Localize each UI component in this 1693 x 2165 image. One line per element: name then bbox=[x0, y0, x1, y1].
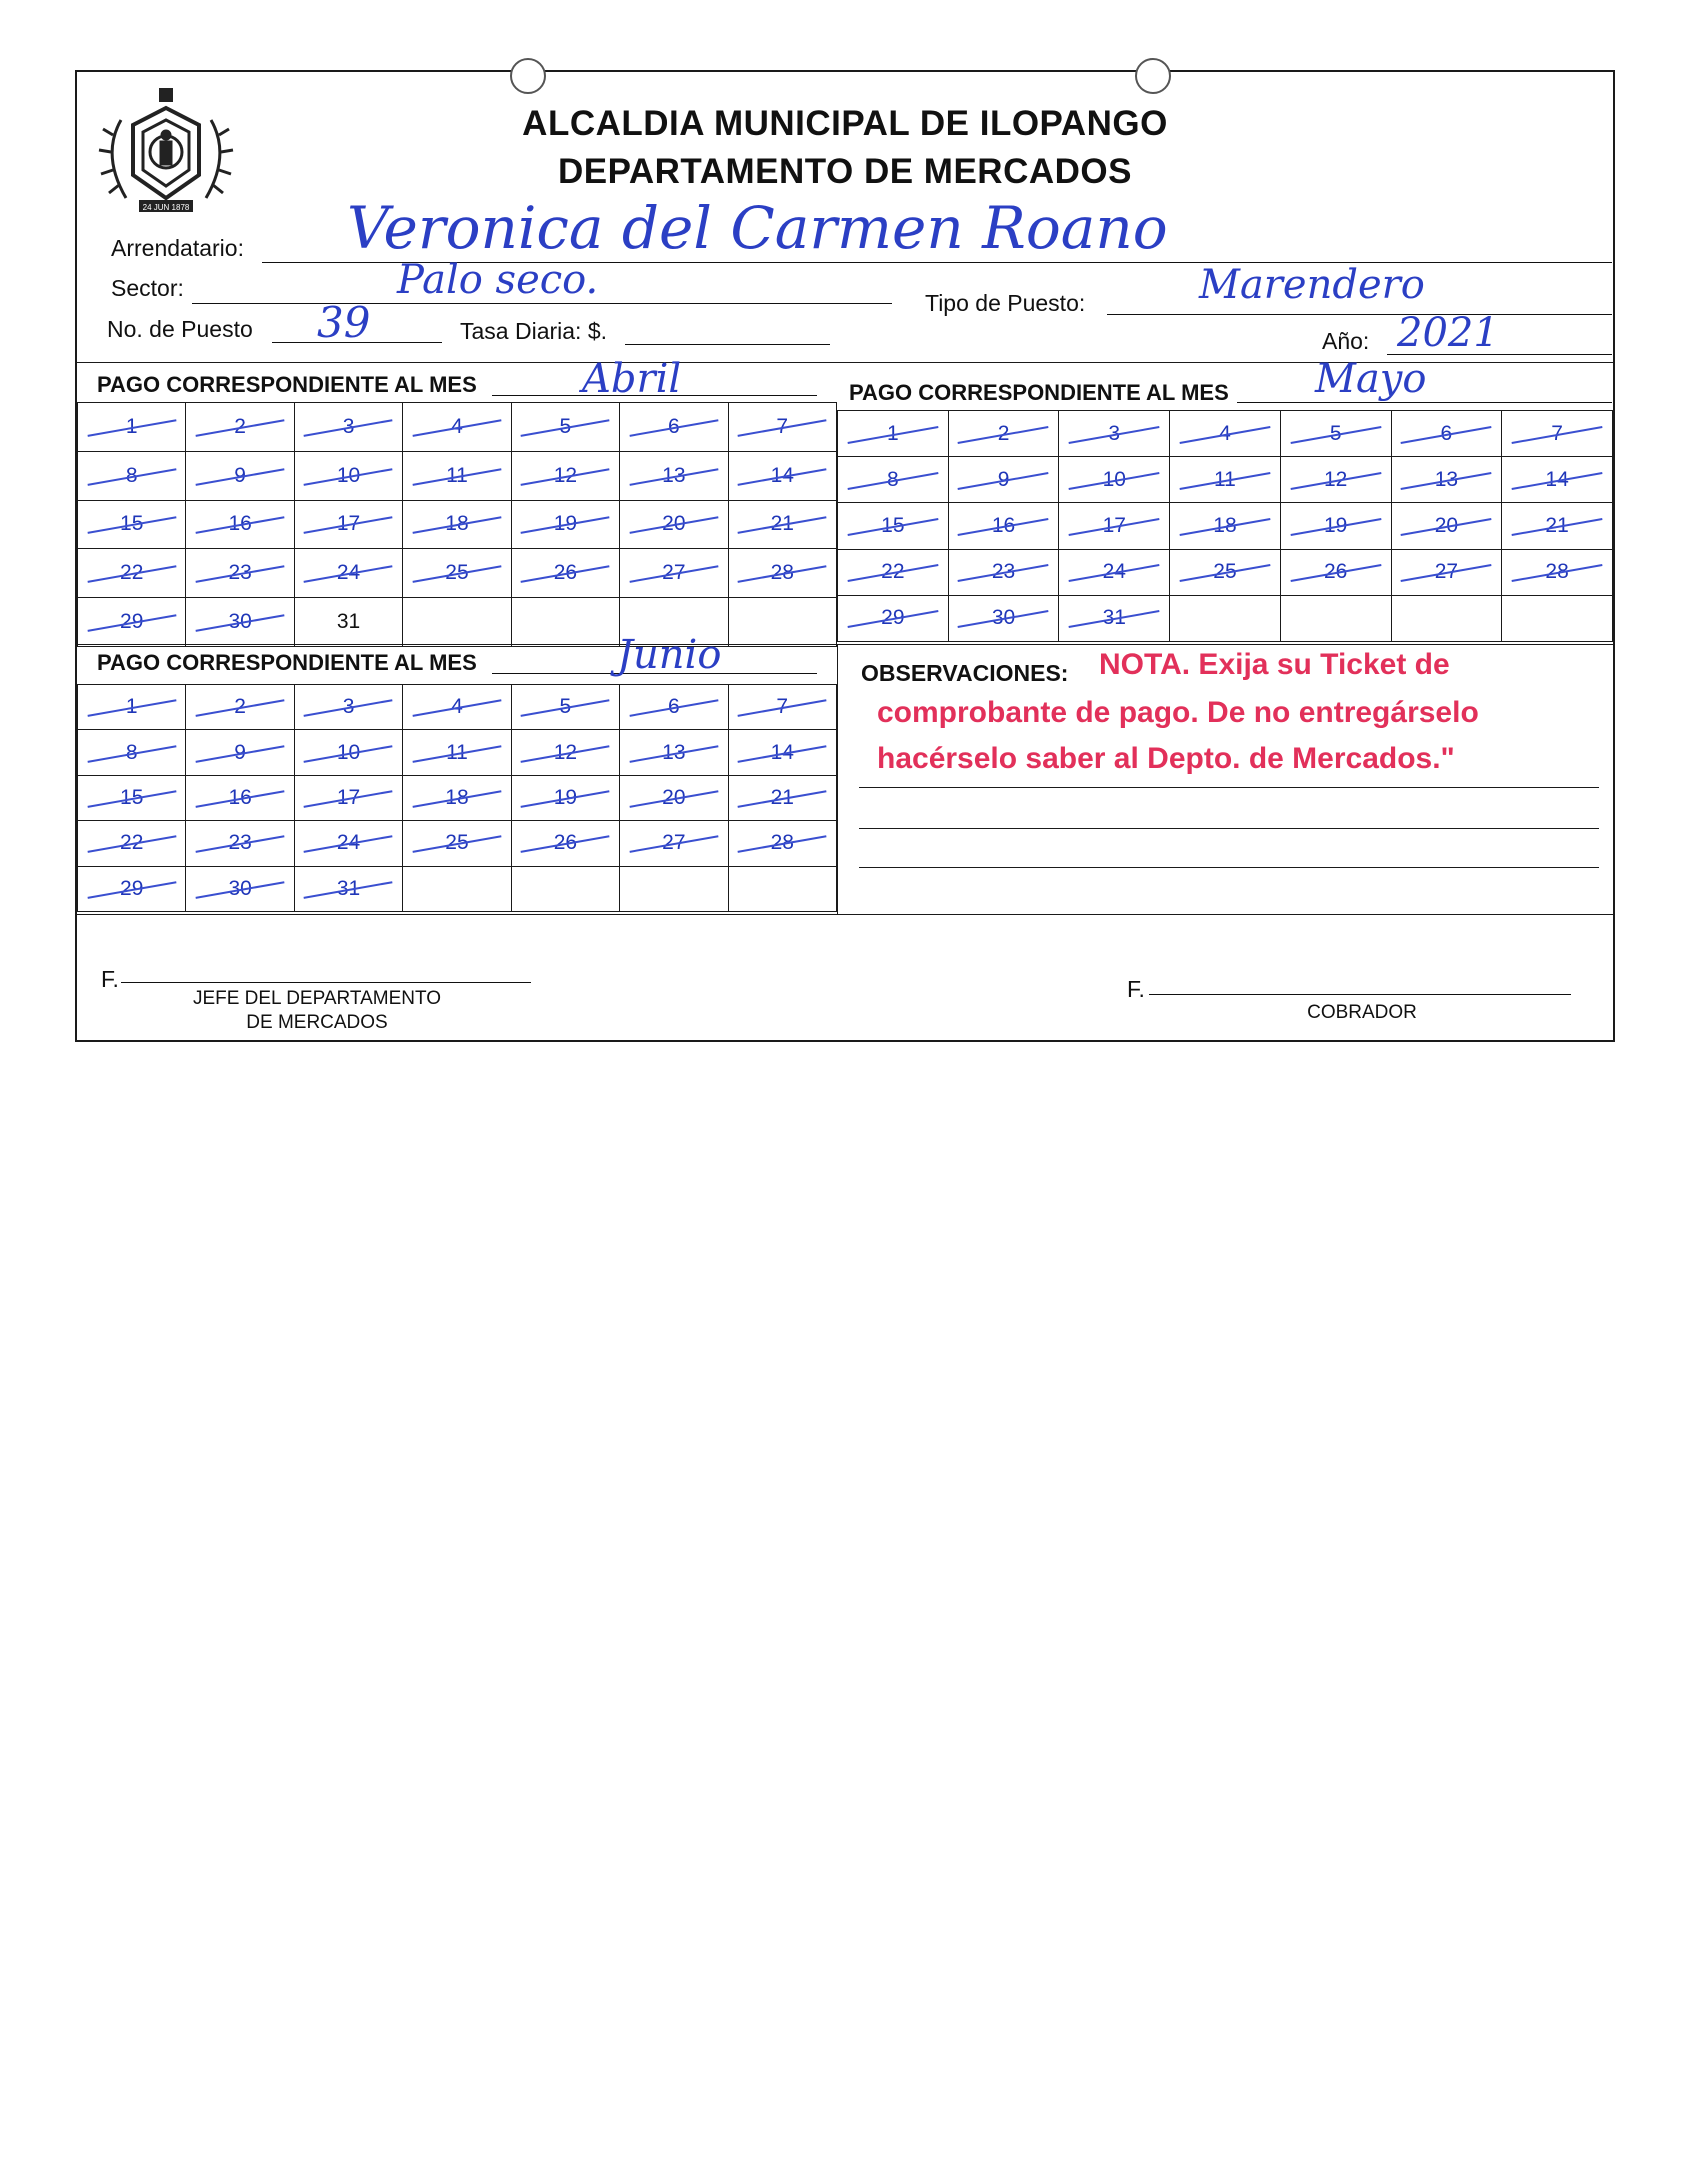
day-number: 18 bbox=[445, 512, 469, 536]
day-number: 22 bbox=[120, 561, 144, 585]
empty-cell bbox=[1502, 595, 1613, 641]
day-number: 20 bbox=[662, 785, 686, 809]
day-number: 12 bbox=[553, 463, 578, 487]
day-number: 7 bbox=[1551, 421, 1563, 445]
month-1-name: Abril bbox=[582, 356, 682, 402]
day-number: 19 bbox=[1323, 513, 1348, 537]
day-cell-23 bbox=[186, 549, 294, 598]
day-number: 15 bbox=[120, 512, 144, 536]
day-number: 9 bbox=[234, 463, 246, 487]
grid-row bbox=[78, 821, 837, 866]
day-number: 2 bbox=[997, 421, 1010, 445]
day-number: 6 bbox=[667, 695, 680, 719]
day-number: 24 bbox=[336, 561, 361, 585]
rule-bottom bbox=[77, 914, 1615, 915]
day-number: 9 bbox=[234, 740, 246, 764]
month-1-header: PAGO CORRESPONDIENTE AL MES bbox=[97, 372, 477, 397]
empty-cell bbox=[511, 598, 619, 647]
day-number: 7 bbox=[776, 695, 789, 719]
day-cell-14 bbox=[728, 451, 836, 500]
day-cell-25 bbox=[1170, 549, 1281, 595]
day-number: 9 bbox=[997, 467, 1010, 491]
day-cell-31 bbox=[1059, 595, 1170, 641]
grid-row bbox=[78, 775, 837, 820]
day-number: 30 bbox=[228, 610, 252, 634]
day-cell-9 bbox=[948, 457, 1059, 503]
empty-cell bbox=[1280, 595, 1391, 641]
signature-right-label: COBRADOR bbox=[1307, 1002, 1417, 1023]
month-2-line bbox=[1237, 402, 1612, 403]
day-number: 3 bbox=[342, 414, 355, 438]
day-cell-3 bbox=[294, 403, 402, 452]
day-cell-29 bbox=[838, 595, 949, 641]
day-cell-24 bbox=[294, 549, 402, 598]
empty-cell bbox=[1391, 595, 1502, 641]
grid-row bbox=[838, 549, 1613, 595]
day-cell-4 bbox=[1170, 411, 1281, 457]
signature-left-line bbox=[121, 982, 531, 983]
nota-line-3: hacérselo saber al Depto. de Mercados." bbox=[877, 742, 1455, 775]
day-number: 5 bbox=[1329, 421, 1342, 445]
day-number: 1 bbox=[125, 695, 138, 719]
day-cell-25 bbox=[403, 549, 511, 598]
day-number: 18 bbox=[1213, 513, 1237, 537]
day-cell-27 bbox=[620, 821, 728, 866]
day-number: 26 bbox=[1323, 560, 1348, 584]
day-number: 30 bbox=[228, 876, 252, 900]
payment-card bbox=[75, 70, 1615, 1042]
day-cell-12 bbox=[1280, 457, 1391, 503]
day-number: 4 bbox=[451, 695, 463, 719]
day-number: 8 bbox=[125, 463, 138, 487]
day-number: 20 bbox=[662, 512, 686, 536]
day-cell-28 bbox=[728, 549, 836, 598]
day-number: 28 bbox=[770, 831, 794, 855]
empty-cell bbox=[728, 866, 836, 911]
day-number: 14 bbox=[770, 463, 794, 487]
tipo-puesto-value: Marendero bbox=[1199, 262, 1425, 308]
day-cell-14 bbox=[1502, 457, 1613, 503]
day-number: 5 bbox=[559, 695, 572, 719]
day-cell-5 bbox=[511, 403, 619, 452]
tipo-puesto-label: Tipo de Puesto: bbox=[925, 290, 1086, 316]
divider-vertical bbox=[837, 644, 838, 914]
anio-label: Año: bbox=[1322, 328, 1370, 354]
puesto-value: 39 bbox=[317, 298, 371, 347]
empty-cell bbox=[728, 598, 836, 647]
day-number: 24 bbox=[1102, 560, 1126, 584]
day-cell-31 bbox=[294, 866, 402, 911]
day-cell-17 bbox=[1059, 503, 1170, 549]
day-cell-19 bbox=[511, 775, 619, 820]
grid-row bbox=[838, 411, 1613, 457]
grid-row bbox=[78, 451, 837, 500]
empty-cell bbox=[403, 866, 511, 911]
day-number: 6 bbox=[667, 414, 680, 438]
grid-row bbox=[78, 403, 837, 452]
month-3-header: PAGO CORRESPONDIENTE AL MES bbox=[97, 650, 477, 675]
day-cell-23 bbox=[186, 821, 294, 866]
day-number: 29 bbox=[881, 606, 905, 630]
obs-line-2 bbox=[859, 828, 1599, 829]
grid-row bbox=[838, 503, 1613, 549]
day-number: 25 bbox=[445, 561, 469, 585]
day-number: 23 bbox=[228, 831, 252, 855]
day-cell-2 bbox=[948, 411, 1059, 457]
day-cell-16 bbox=[186, 775, 294, 820]
day-cell-4 bbox=[403, 403, 511, 452]
day-cell-6 bbox=[620, 403, 728, 452]
day-cell-1 bbox=[78, 685, 186, 730]
day-cell-28 bbox=[728, 821, 836, 866]
signature-left-label-1: JEFE DEL DEPARTAMENTO bbox=[192, 988, 442, 1009]
day-number: 23 bbox=[228, 561, 252, 585]
day-number: 27 bbox=[662, 561, 686, 585]
day-number: 25 bbox=[445, 831, 469, 855]
day-number: 22 bbox=[881, 560, 905, 584]
day-number: 5 bbox=[559, 414, 572, 438]
day-cell-18 bbox=[403, 775, 511, 820]
signature-left-prefix: F. bbox=[101, 966, 119, 992]
day-number: 10 bbox=[336, 740, 361, 764]
day-number: 20 bbox=[1434, 513, 1459, 537]
day-cell-29 bbox=[78, 598, 186, 647]
grid-row bbox=[78, 598, 837, 647]
day-number: 26 bbox=[553, 561, 578, 585]
day-cell-2 bbox=[186, 403, 294, 452]
day-cell-22 bbox=[838, 549, 949, 595]
day-number: 10 bbox=[336, 463, 361, 487]
day-number: 3 bbox=[342, 695, 355, 719]
day-number: 25 bbox=[1213, 560, 1237, 584]
nota-line-1: NOTA. Exija su Ticket de bbox=[1099, 648, 1450, 681]
day-cell-30 bbox=[948, 595, 1059, 641]
day-number: 14 bbox=[770, 740, 794, 764]
day-cell-13 bbox=[620, 730, 728, 775]
day-number: 17 bbox=[1102, 513, 1126, 537]
empty-cell bbox=[403, 598, 511, 647]
day-cell-1 bbox=[838, 411, 949, 457]
month-2-grid bbox=[837, 410, 1613, 642]
day-number: 16 bbox=[228, 785, 252, 809]
signature-right-prefix: F. bbox=[1127, 976, 1145, 1002]
day-cell-4 bbox=[403, 685, 511, 730]
day-cell-31 bbox=[294, 598, 402, 647]
day-cell-30 bbox=[186, 866, 294, 911]
day-number: 31 bbox=[1102, 606, 1126, 630]
day-number: 12 bbox=[553, 740, 578, 764]
day-cell-13 bbox=[620, 451, 728, 500]
title-departamento: DEPARTAMENTO DE MERCADOS bbox=[558, 152, 1132, 191]
day-cell-26 bbox=[1280, 549, 1391, 595]
day-cell-1 bbox=[78, 403, 186, 452]
day-number: 15 bbox=[120, 785, 144, 809]
day-cell-14 bbox=[728, 730, 836, 775]
day-cell-21 bbox=[728, 500, 836, 549]
day-number: 23 bbox=[991, 560, 1016, 584]
punch-hole-right bbox=[1135, 58, 1171, 94]
signature-right-line bbox=[1149, 994, 1571, 995]
day-number: 15 bbox=[881, 513, 905, 537]
month-3-grid bbox=[77, 684, 837, 912]
day-cell-7 bbox=[1502, 411, 1613, 457]
day-number: 19 bbox=[553, 512, 578, 536]
obs-line-1 bbox=[859, 787, 1599, 788]
day-number: 2 bbox=[234, 414, 246, 438]
punch-hole-left bbox=[510, 58, 546, 94]
sector-value: Palo seco. bbox=[397, 257, 599, 303]
anio-value: 2021 bbox=[1397, 310, 1499, 356]
day-cell-27 bbox=[1391, 549, 1502, 595]
grid-row bbox=[78, 866, 837, 911]
day-cell-5 bbox=[1280, 411, 1391, 457]
empty-cell bbox=[620, 866, 728, 911]
day-cell-16 bbox=[186, 500, 294, 549]
month-3-name: Junio bbox=[617, 632, 722, 678]
day-number: 1 bbox=[125, 414, 138, 438]
month-1-grid bbox=[77, 402, 837, 647]
day-number: 13 bbox=[662, 740, 686, 764]
tipo-puesto-line bbox=[1107, 314, 1612, 315]
sector-line bbox=[192, 303, 892, 304]
day-cell-24 bbox=[294, 821, 402, 866]
day-cell-10 bbox=[1059, 457, 1170, 503]
day-cell-20 bbox=[620, 775, 728, 820]
day-cell-15 bbox=[838, 503, 949, 549]
day-number: 1 bbox=[887, 421, 899, 445]
day-cell-26 bbox=[511, 821, 619, 866]
day-number: 7 bbox=[776, 414, 789, 438]
empty-cell bbox=[1170, 595, 1281, 641]
day-number: 29 bbox=[120, 610, 144, 634]
month-2-header: PAGO CORRESPONDIENTE AL MES bbox=[849, 380, 1229, 405]
day-number: 17 bbox=[336, 785, 361, 809]
day-number: 14 bbox=[1545, 467, 1569, 491]
day-number: 8 bbox=[125, 740, 138, 764]
grid-row bbox=[78, 549, 837, 598]
day-cell-12 bbox=[511, 730, 619, 775]
day-cell-22 bbox=[78, 549, 186, 598]
day-cell-13 bbox=[1391, 457, 1502, 503]
day-cell-7 bbox=[728, 403, 836, 452]
day-number: 26 bbox=[553, 831, 578, 855]
day-number: 10 bbox=[1102, 467, 1126, 491]
obs-line-3 bbox=[859, 867, 1599, 868]
day-cell-28 bbox=[1502, 549, 1613, 595]
day-cell-18 bbox=[1170, 503, 1281, 549]
day-cell-3 bbox=[294, 685, 402, 730]
day-cell-17 bbox=[294, 500, 402, 549]
empty-cell bbox=[511, 866, 619, 911]
day-cell-9 bbox=[186, 730, 294, 775]
day-number: 16 bbox=[228, 512, 252, 536]
title-alcaldia: ALCALDIA MUNICIPAL DE ILOPANGO bbox=[522, 104, 1168, 143]
day-number: 3 bbox=[1108, 421, 1121, 445]
day-cell-20 bbox=[620, 500, 728, 549]
day-cell-26 bbox=[511, 549, 619, 598]
nota-line-2: comprobante de pago. De no entregárselo bbox=[877, 696, 1479, 729]
day-cell-10 bbox=[294, 451, 402, 500]
day-number: 21 bbox=[770, 785, 794, 809]
day-number: 27 bbox=[662, 831, 686, 855]
day-number: 12 bbox=[1323, 467, 1348, 491]
day-cell-12 bbox=[511, 451, 619, 500]
day-cell-19 bbox=[1280, 503, 1391, 549]
day-number: 6 bbox=[1440, 421, 1453, 445]
grid-row bbox=[78, 685, 837, 730]
day-cell-6 bbox=[1391, 411, 1502, 457]
day-number: 8 bbox=[887, 467, 899, 491]
day-number: 18 bbox=[445, 785, 469, 809]
day-cell-15 bbox=[78, 775, 186, 820]
day-number: 11 bbox=[1214, 467, 1236, 491]
day-number: 4 bbox=[451, 414, 463, 438]
day-number: 4 bbox=[1219, 421, 1231, 445]
day-cell-8 bbox=[78, 451, 186, 500]
day-cell-20 bbox=[1391, 503, 1502, 549]
day-number: 19 bbox=[553, 785, 578, 809]
arrendatario-label: Arrendatario: bbox=[111, 235, 244, 261]
day-cell-19 bbox=[511, 500, 619, 549]
day-cell-15 bbox=[78, 500, 186, 549]
day-cell-21 bbox=[1502, 503, 1613, 549]
day-number: 28 bbox=[1545, 560, 1569, 584]
tasa-line bbox=[625, 344, 830, 345]
day-number: 27 bbox=[1434, 560, 1459, 584]
day-cell-2 bbox=[186, 685, 294, 730]
day-cell-5 bbox=[511, 685, 619, 730]
day-cell-6 bbox=[620, 685, 728, 730]
day-cell-16 bbox=[948, 503, 1059, 549]
grid-row bbox=[838, 595, 1613, 641]
day-number: 29 bbox=[120, 876, 144, 900]
day-number: 21 bbox=[770, 512, 794, 536]
grid-row bbox=[838, 457, 1613, 503]
day-cell-18 bbox=[403, 500, 511, 549]
seal-ribbon-text: 24 JUN 1878 bbox=[142, 203, 190, 212]
day-number: 13 bbox=[1434, 467, 1459, 491]
day-number: 28 bbox=[770, 561, 794, 585]
day-cell-29 bbox=[78, 866, 186, 911]
day-number: 11 bbox=[446, 740, 468, 764]
day-number: 21 bbox=[1545, 513, 1569, 537]
day-number: 17 bbox=[336, 512, 361, 536]
day-cell-7 bbox=[728, 685, 836, 730]
day-cell-8 bbox=[838, 457, 949, 503]
month-2-name: Mayo bbox=[1315, 356, 1427, 402]
tasa-label: Tasa Diaria: $. bbox=[460, 318, 608, 344]
day-cell-11 bbox=[403, 451, 511, 500]
day-cell-30 bbox=[186, 598, 294, 647]
day-cell-25 bbox=[403, 821, 511, 866]
day-cell-10 bbox=[294, 730, 402, 775]
grid-row bbox=[78, 500, 837, 549]
day-number: 31 bbox=[336, 610, 361, 634]
day-number: 11 bbox=[446, 463, 468, 487]
day-cell-21 bbox=[728, 775, 836, 820]
day-cell-24 bbox=[1059, 549, 1170, 595]
day-cell-23 bbox=[948, 549, 1059, 595]
arrendatario-value: Veronica del Carmen Roano bbox=[347, 194, 1168, 262]
day-cell-11 bbox=[403, 730, 511, 775]
day-number: 24 bbox=[336, 831, 361, 855]
day-cell-17 bbox=[294, 775, 402, 820]
day-number: 2 bbox=[234, 695, 246, 719]
day-number: 16 bbox=[991, 513, 1016, 537]
sector-label: Sector: bbox=[111, 275, 184, 301]
puesto-label: No. de Puesto bbox=[107, 316, 253, 342]
observaciones-label: OBSERVACIONES: bbox=[861, 660, 1069, 686]
day-cell-11 bbox=[1170, 457, 1281, 503]
signature-left-label-2: DE MERCADOS bbox=[246, 1012, 388, 1033]
day-cell-8 bbox=[78, 730, 186, 775]
day-cell-22 bbox=[78, 821, 186, 866]
day-number: 31 bbox=[336, 876, 361, 900]
day-cell-3 bbox=[1059, 411, 1170, 457]
day-number: 13 bbox=[662, 463, 686, 487]
day-cell-9 bbox=[186, 451, 294, 500]
day-number: 30 bbox=[991, 606, 1016, 630]
grid-row bbox=[78, 730, 837, 775]
day-cell-27 bbox=[620, 549, 728, 598]
day-number: 22 bbox=[120, 831, 144, 855]
